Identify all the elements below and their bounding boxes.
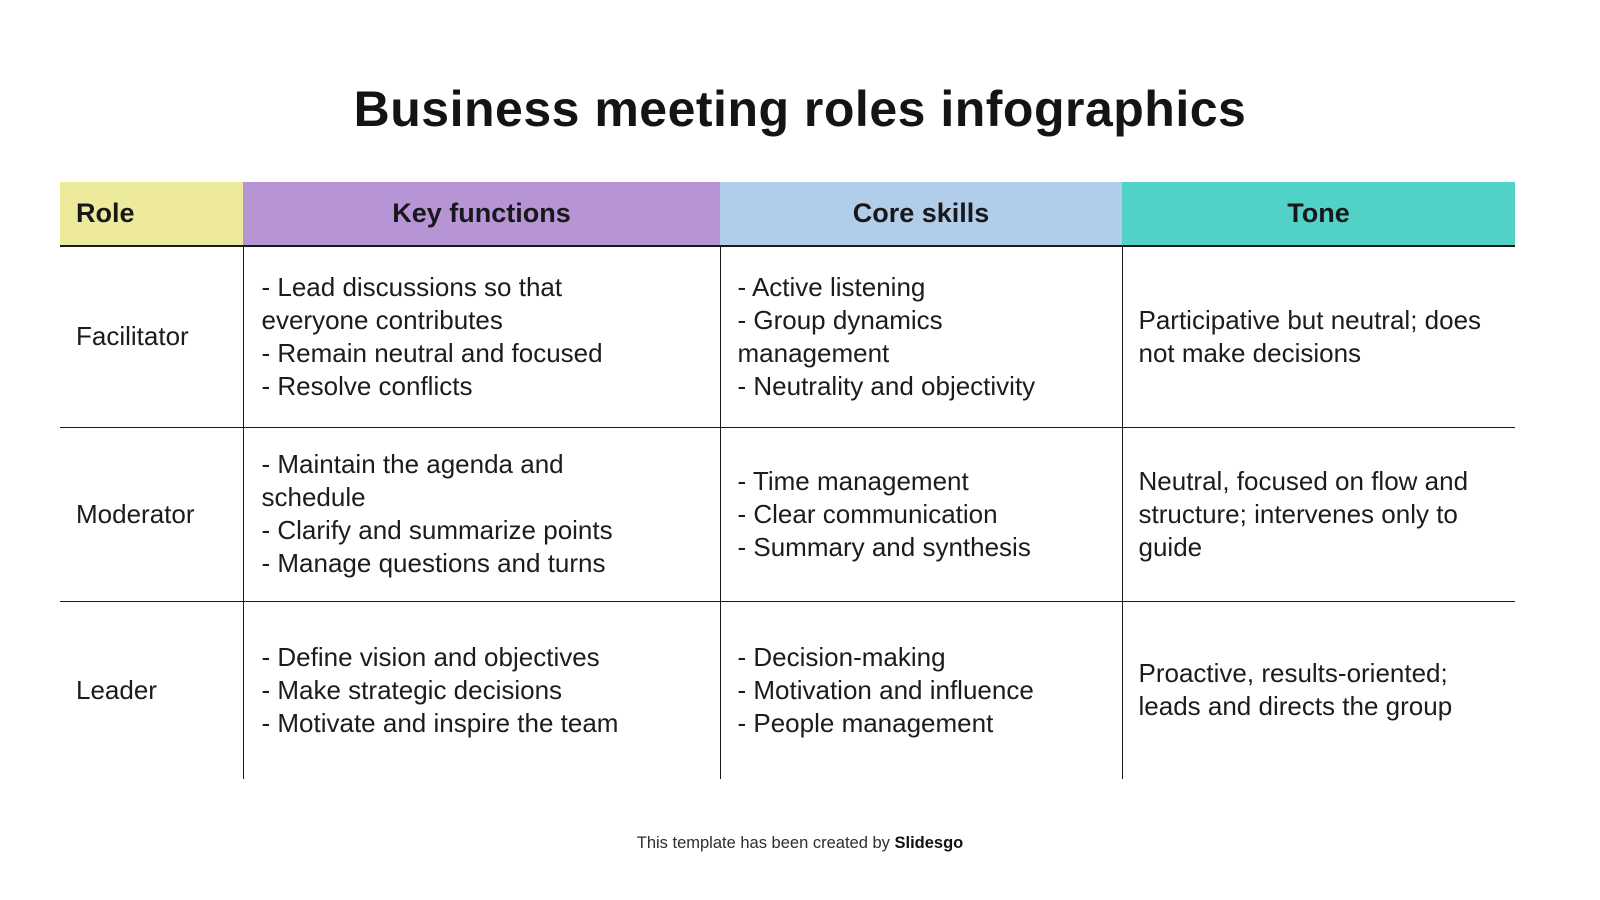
list-item: - Define vision and objectives (261, 641, 600, 672)
list-item: - Remain neutral and focused (261, 337, 603, 368)
core-skills-cell (720, 427, 1122, 601)
table-header-row (60, 182, 1515, 246)
key-functions-cell (243, 427, 720, 601)
table-row-facilitator (60, 246, 1515, 427)
tone-cell: Proactive, results-oriented; leads and directs the group (1138, 658, 1453, 722)
list-item: - Neutrality and objectivity (737, 370, 1036, 401)
list-item: - Decision-making (737, 641, 946, 672)
roles-table (60, 182, 1515, 779)
list-item: - Summary and synthesis (737, 531, 1031, 562)
role-cell: Facilitator (60, 246, 243, 427)
footer-brand: Slidesgo (894, 834, 964, 852)
footer-text: This template has been created by (636, 834, 895, 852)
list-item: - Maintain the agenda and schedule (261, 449, 564, 512)
list-item: - Resolve conflicts (261, 370, 473, 401)
core-skills-cell (720, 601, 1122, 779)
header-tone: Tone (1122, 182, 1515, 246)
list-item: - Group dynamics management (737, 304, 943, 368)
tone-cell: Participative but neutral; does not make decisions (1122, 246, 1515, 427)
page-title: Business meeting roles infographics (353, 81, 1247, 137)
list-item: - Manage questions and turns (261, 548, 606, 578)
footer-credit (0, 834, 1600, 853)
list-item: - Clarify and summarize points (261, 515, 613, 545)
list-item: - Time management (737, 465, 969, 496)
key-functions-cell (243, 601, 720, 779)
list-item: - People management (737, 707, 994, 738)
key-functions-cell (243, 246, 720, 427)
header-role: Role (60, 182, 243, 246)
list-item: - Lead discussions so that everyone contributes (261, 271, 563, 335)
header-core-skills: Core skills (720, 182, 1122, 246)
role-cell: Moderator (60, 427, 243, 601)
list-item: - Make strategic decisions (261, 674, 563, 705)
table-row-leader (60, 601, 1515, 779)
core-skills-cell (720, 246, 1122, 427)
list-item: - Clear communication (737, 498, 998, 529)
tone-cell: Neutral, focused on flow and structure; intervenes only to guide (1122, 427, 1515, 601)
list-item: - Motivate and inspire the team (261, 707, 619, 738)
header-key-functions: Key functions (243, 182, 720, 246)
table-row-moderator (60, 427, 1515, 601)
list-item: - Motivation and influence (737, 674, 1034, 705)
list-item: - Active listening (737, 271, 926, 302)
role-cell: Leader (60, 601, 243, 779)
